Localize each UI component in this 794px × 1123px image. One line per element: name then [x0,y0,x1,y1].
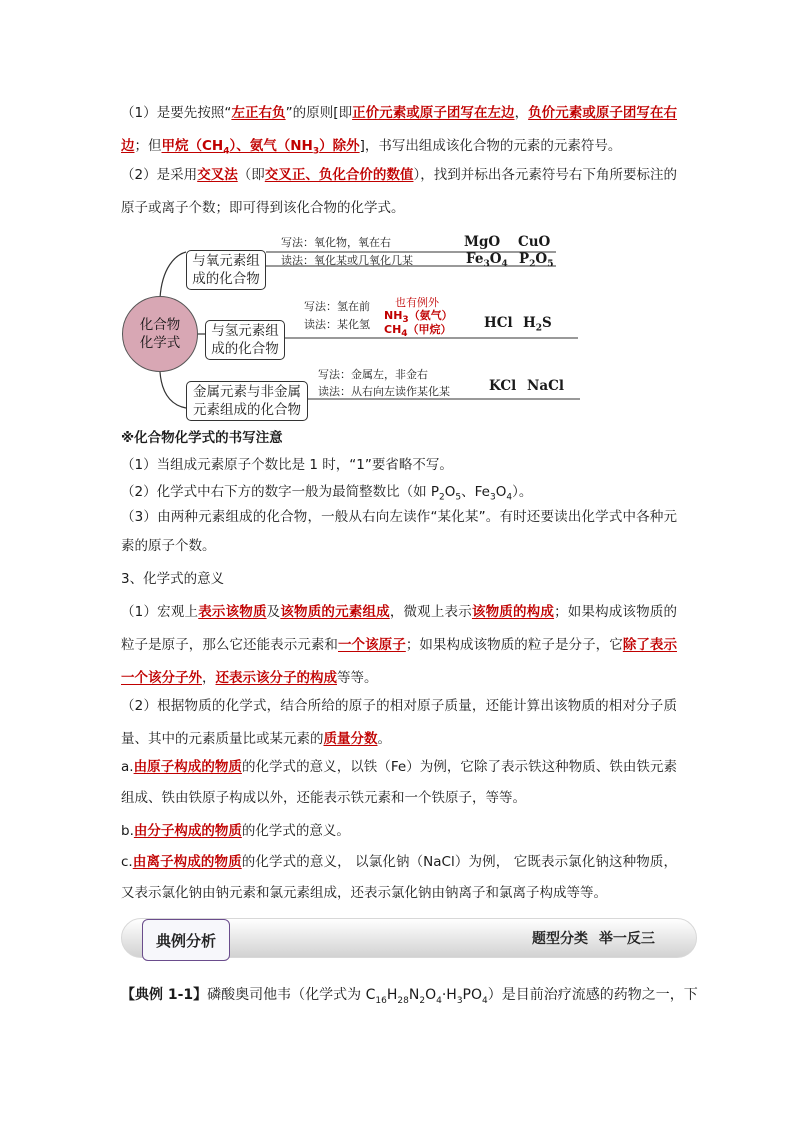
text: （即 [237,167,265,183]
meaning-item-b: b.由分子构成的物质的化学式的意义。 [121,823,350,839]
exception-title: 也有例外 [395,296,439,309]
formula-hcl: HCl [484,315,513,331]
keyword: 甲烷$(CH_4)$、氨气$(NH_3)$除外 [161,138,360,157]
keyword: 质量分数 [323,731,378,747]
formula-p2o5: $P_2O_5$ [519,251,554,270]
connector-1 [160,252,186,298]
keyword: 交叉正、负化合价的数值 [264,167,414,183]
text: （2）是采用 [121,167,198,183]
branch3-write-rule: 写法：金属左，非金右 [318,368,428,381]
banner-subtitle: 题型分类 举一反三 [532,931,655,947]
intro-paragraph-2 [121,159,677,225]
branch2-write-rule: 写法：氢在前 [304,300,370,313]
branch-hydrogen-compounds: 与氢元素组 成的化合物 [205,320,285,360]
formula-h2s: $H_2S$ [523,315,552,334]
notes-title: ※化合物化学式的书写注意 [121,430,283,446]
keyword: 还表示该分子的构成 [215,670,337,686]
keyword: 由分子构成的物质 [133,823,242,839]
formula-cuo: CuO [518,234,551,250]
keyword: 由原子构成的物质 [133,759,242,775]
branch3-read-rule: 读法：从右向左读作某化某 [318,385,450,398]
note-1: （1）当组成元素原子个数比是 1 时，“1”要省略不写。 [121,457,453,473]
text: ），找到并标出各元素符号右下角所要标注的原子或离子个数；即可得到该化合物的化学式。 [121,167,678,216]
exception-ch4: $CH_4$（甲烷） [384,323,452,340]
text: ”的原则[即 [285,105,353,121]
keyword: 正价元素或原子团写在左边 [352,105,515,121]
branch1-write-rule: 写法：氧化物，氧在右 [281,236,391,249]
note-3: （3）由两种元素组成的化合物，一般从右向左读作“某化某”。有时还要读出化学式中各种元素的原子个数。 [121,509,677,554]
center-node: 化合物 化学式 [122,296,198,372]
keyword: 负价元素或原子团写在右边 [121,105,678,154]
keyword: 交叉法 [197,167,238,183]
keyword: 该物质的构成 [471,604,555,620]
exception-nh3: $NH_3$（氨气） [384,309,453,326]
formula-nacl: NaCl [527,378,564,394]
meaning-item-a: a.由原子构成的物质的化学式的意义，以铁（Fe）为例，它除了表示铁这种物质、铁由铁元素组成、铁由铁原子构成以外，还能表示铁元素和一个铁原子，等等。 [121,759,677,806]
formula-kcl: KCl [489,378,517,394]
text: ；但 [134,138,162,154]
formula-mgo: MgO [464,234,501,250]
branch1-read-rule: 读法：氧化某或几氧化几某 [281,254,413,267]
branch2-read-rule: 读法：某化氢 [304,318,370,331]
connector-3 [160,372,186,408]
example-label: 【典例 1-1】 [121,987,208,1003]
text: ， [514,105,529,121]
keyword: 一个该原子 [338,637,406,653]
intro-paragraph-1 [121,97,677,163]
meaning-item-c: c.由离子构成的物质的化学式的意义， 以氯化钠（NaCl）为例， 它既表示氯化钠这种物质，又表示氯化钠由钠元素和氯元素组成，还表示氯化钠由钠离子和氯离子构成等等。 [121,854,677,901]
keyword: 表示该物质 [198,604,267,620]
meaning-paragraph-1: （1）宏观上表示该物质及该物质的元素组成，微观上表示该物质的构成；如果构成该物质的粒子是原子，那么它还能表示元素和一个该原子；如果构成该物质的粒子是分子，它除了表示一个该分子外，还表示该分子的构成等等。 [121,604,678,686]
keyword: 除了表示一个该分子外 [121,637,677,686]
banner-tag: 典例分析 [142,919,230,961]
note-2: （2）化学式中右下方的数字一般为最简整数比（如 $P_2O_5$、$Fe_3O_4$）。 [121,484,533,503]
example-1-1: 【典例 1-1】磷酸奥司他韦（化学式为 $C_{16}H_{28}N_2O_4\cdot H_3PO_4$）是目前治疗流感的药物之一，下 [121,987,698,1006]
branch-oxygen-compounds: 与氧元素组 成的化合物 [186,250,266,290]
branch-metal-nonmetal-compounds: 金属元素与非金属 元素组成的化合物 [186,381,308,421]
meaning-paragraph-2: （2）根据物质的化学式，结合所给的原子的相对原子质量，还能计算出该物质的相对分子质量、其中的元素质量比或某元素的质量分数。 [121,698,677,747]
text: ]，书写出组成该化合物的元素的元素符号。 [359,138,622,154]
text: （1）是要先按照“ [121,105,232,121]
formula-fe3o4: $Fe_3O_4$ [466,251,508,270]
keyword: 该物质的元素组成 [280,604,390,620]
keyword: 左正右负 [231,105,286,121]
section-title: 3、化学式的意义 [121,571,225,587]
keyword: 由离子构成的物质 [132,854,242,870]
